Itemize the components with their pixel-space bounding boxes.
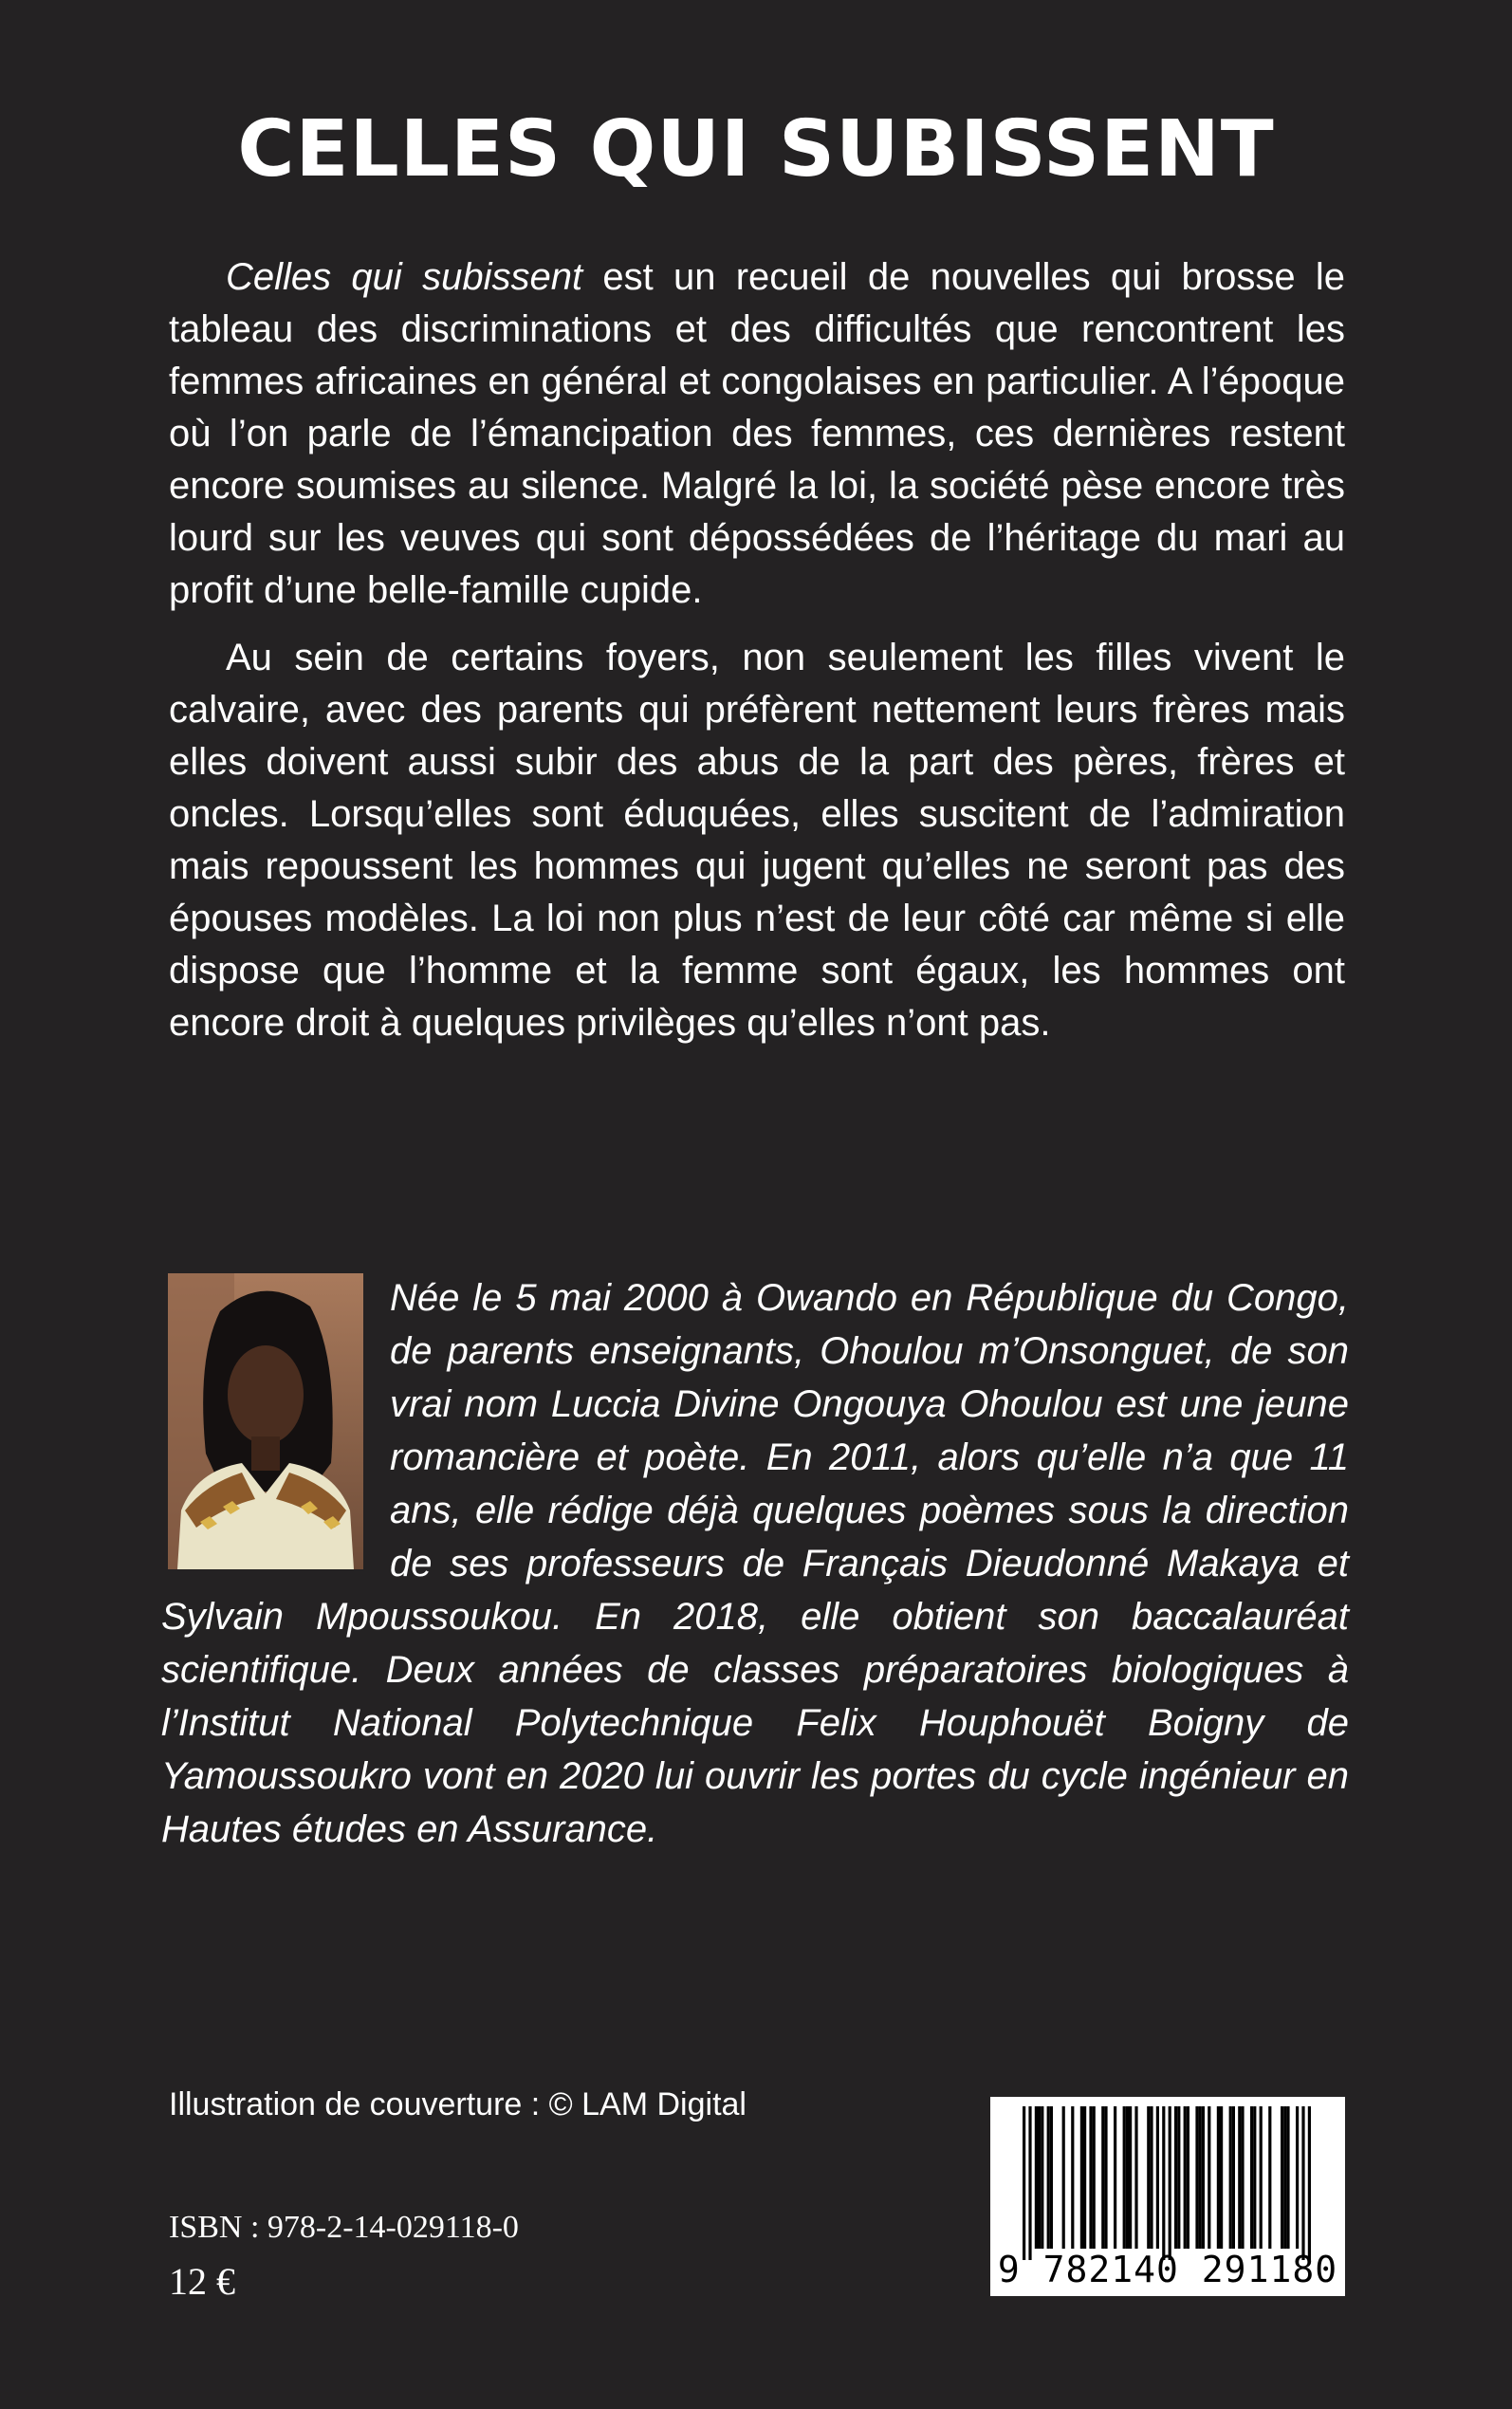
barcode-bar [1050,2106,1053,2249]
barcode-bar [1083,2106,1086,2249]
barcode-bar [1101,2106,1104,2249]
price: 12 € [169,2260,235,2303]
barcode-bar [1250,2106,1253,2249]
barcode-bar [1308,2106,1311,2260]
synopsis-paragraph-1 [169,251,1345,617]
barcode-bar [1286,2106,1289,2249]
synopsis-paragraph-1-text: est un recueil de nouvelles qui brosse le tableau des discriminations et des difficultés que rencontrent les femmes africaines en général et congolaises en particulier. A l’époque où l’on parle de l’émancipation des femmes, ces dernières restent encore soumises au silence. Malgré la loi, la société pèse encore très lourd sur les veuves qui sont dépossédées de l’héritage du mari au profit d’une belle-famille cupide. [169,256,1345,611]
barcode-bar [1041,2106,1043,2249]
barcode-bar [1253,2106,1256,2249]
barcode-bar [1199,2106,1202,2249]
synopsis-paragraph-2: Au sein de certains foyers, non seulement les filles vivent le calvaire, avec des parents qui préfèrent nettement leurs frères mais elles doivent aussi subir des abus de la part des pères, frères et oncles. Lorsqu’elles sont éduquées, elles suscitent de l’admiration mais repoussent les hommes qui jugent qu’elles ne seront pas des épouses modèles. La loi non plus n’est de leur côté car même si elle dispose que l’homme et la femme sont égaux, les hommes ont encore droit à quelques privilèges qu’elles n’ont pas. [169,637,1345,1044]
barcode-bar [1301,2106,1304,2260]
barcode-bar [1260,2106,1263,2249]
barcode-bar [1156,2106,1159,2249]
barcode-bar [1093,2106,1096,2249]
barcode-bar [1187,2106,1189,2249]
author-portrait [168,1273,363,1569]
barcode-bar [1047,2106,1050,2249]
barcode-bar [1174,2106,1177,2249]
barcode-bar [1071,2106,1074,2249]
barcode-bar [1220,2106,1223,2249]
cover-illustration-credit: Illustration de couverture : © LAM Digital [169,2086,747,2122]
barcode-bar [1232,2106,1235,2249]
book-title-italic: Celles qui subissent [226,256,583,298]
barcode-bar [1184,2106,1187,2249]
barcode-bar [1229,2106,1232,2249]
barcode-bar [1195,2106,1198,2249]
barcode-bar [1150,2106,1152,2249]
barcode-bar [1035,2106,1038,2249]
barcode-digits: 9 782140 291180 [997,2249,1338,2290]
barcode-bar [1126,2106,1129,2249]
barcode-bar [1123,2106,1126,2249]
barcode-bar [1217,2106,1220,2249]
barcode-bar [1080,2106,1083,2249]
book-title: CELLES QUI SUBISSENT [237,104,1275,195]
barcode-bar [1129,2106,1132,2249]
barcode-bar [1023,2106,1025,2260]
author-bio-block [161,1271,1349,1856]
barcode-bar [1062,2106,1065,2249]
barcode-bar [1238,2106,1241,2249]
barcode-bar [1089,2106,1092,2249]
barcode-bar [1202,2106,1205,2249]
barcode [990,2097,1345,2296]
barcode-bar [1281,2106,1283,2249]
barcode-bar [1296,2106,1299,2249]
synopsis [169,251,1345,1065]
barcode-bar [1114,2106,1116,2249]
barcode-bar [1134,2106,1137,2249]
barcode-bar [1241,2106,1244,2249]
barcode-bar [1268,2106,1271,2249]
barcode-bar [1147,2106,1150,2249]
isbn: ISBN : 978-2-14-029118-0 [169,2210,519,2245]
author-bio-text: Née le 5 mai 2000 à Owando en République du Congo, de parents enseignants, Ohoulou m’Onsonguet, de son vrai nom Luccia Divine Ongouya Ohoulou est une jeune romancière et poète. En 2011, alors qu’elle n’a que 11 ans, elle rédige déjà quelques poèmes sous la direction de ses professeurs de Français Dieudonné Makaya et Sylvain Mpoussoukou. En 2018, elle obtient son baccalauréat scientifique. Deux années de classes préparatoires biologiques à l’Institut National Polytechnique Felix Houphouët Boigny de Yamoussoukro vont en 2020 lui ouvrir les portes du cycle ingénieur en Hautes études en Assurance. [161,1277,1349,1850]
barcode-bar [1177,2106,1180,2249]
barcode-bar [1169,2106,1171,2260]
barcode-bar [1283,2106,1286,2249]
barcode-bar [1208,2106,1210,2249]
barcode-bar [1104,2106,1107,2249]
barcode-bar [1162,2106,1165,2260]
barcode-bar [1028,2106,1031,2260]
barcode-bar [1038,2106,1041,2249]
